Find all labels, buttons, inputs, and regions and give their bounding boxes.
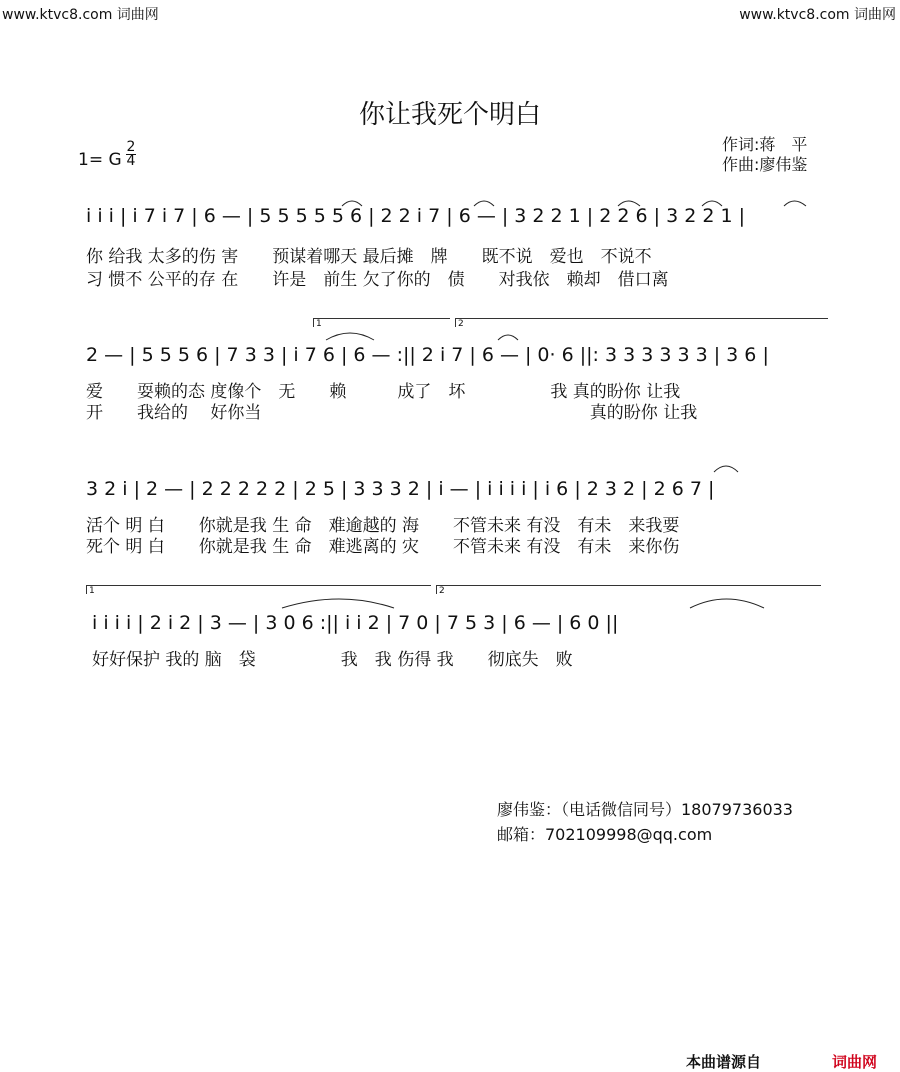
- time-signature-bottom: 4: [126, 153, 136, 169]
- slur-arc: [714, 466, 738, 472]
- lyrics-verse-1: 活个 明 白 你就是我 生 命 难逾越的 海 不管未来 有没 有未 来我要: [86, 516, 680, 536]
- slur-arc: [618, 201, 640, 206]
- key-signature: 1= G: [78, 150, 122, 170]
- notation-line: 3 2 i | 2 — | 2 2 2 2 2 | 2 5 | 3 3 3 2 | i — | i i i i | i 6 | 2 3 2 | 2 6 7 |: [86, 478, 715, 500]
- lyrics-verse-1: 好好保护 我的 脑 袋 我 我 伤得 我 彻底失 败: [92, 650, 573, 670]
- slur-arc: [690, 599, 764, 608]
- slur-arc: [498, 335, 518, 340]
- notation-line: 2 — | 5 5 5 6 | 7 3 3 | i 7 6 | 6 — :|| 2 i 7 | 6 — | 0· 6 ||: 3 3 3 3 3 3 | 3 6 |: [86, 344, 769, 366]
- slur-arc: [474, 201, 494, 206]
- notation-line: i i i | i 7 i 7 | 6 — | 5 5 5 5 5 6 | 2 2 i 7 | 6 — | 3 2 2 1 | 2 2 6 | 3 2 2 1 |: [86, 205, 745, 227]
- contact-phone: 廖伟鉴：（电话微信同号）18079736033: [497, 800, 793, 819]
- footer-brand-link[interactable]: 词曲网: [832, 1053, 878, 1071]
- composer-credit: 作曲:廖伟鉴: [722, 155, 808, 174]
- volta-1: 1: [86, 585, 431, 594]
- lyrics-verse-1: 爱 耍赖的态 度像个 无 赖 成了 坏 我 真的盼你 让我: [86, 382, 681, 402]
- slur-arc: [784, 201, 806, 206]
- time-signature-top: 2: [126, 139, 136, 155]
- lyrics-verse-2: 死个 明 白 你就是我 生 命 难逃离的 灾 不管未来 有没 有未 来你伤: [86, 537, 680, 557]
- lyrics-verse-1: 你 给我 太多的伤 害 预谋着哪天 最后摊 牌 既不说 爱也 不说不: [86, 247, 652, 267]
- lyricist-credit: 作词:蒋 平: [722, 135, 808, 154]
- lyrics-verse-2: 习 惯不 公平的存 在 许是 前生 欠了你的 债 对我依 赖却 借口离: [86, 270, 669, 290]
- slur-arc: [702, 201, 722, 206]
- volta-1: 1: [313, 318, 450, 327]
- slur-arc: [282, 599, 394, 608]
- volta-2: 2: [455, 318, 828, 327]
- score-title: 你让我死个明白: [358, 100, 541, 130]
- contact-email: 邮箱：702109998@qq.com: [497, 825, 713, 844]
- slur-arc: [326, 333, 374, 340]
- lyrics-verse-2: 开 我给的 好你当 真的盼你 让我: [86, 403, 698, 423]
- slur-arc: [342, 201, 362, 206]
- volta-2: 2: [436, 585, 821, 594]
- notation-line: i i i i | 2 i 2 | 3 — | 3 0 6 :|| i i 2 | 7 0 | 7 5 3 | 6 — | 6 0 ||: [92, 612, 619, 634]
- footer-source: 本曲谱源自: [686, 1053, 762, 1071]
- watermark-right: www.ktvc8.com 词曲网: [739, 7, 896, 23]
- watermark-left: www.ktvc8.com 词曲网: [2, 7, 159, 23]
